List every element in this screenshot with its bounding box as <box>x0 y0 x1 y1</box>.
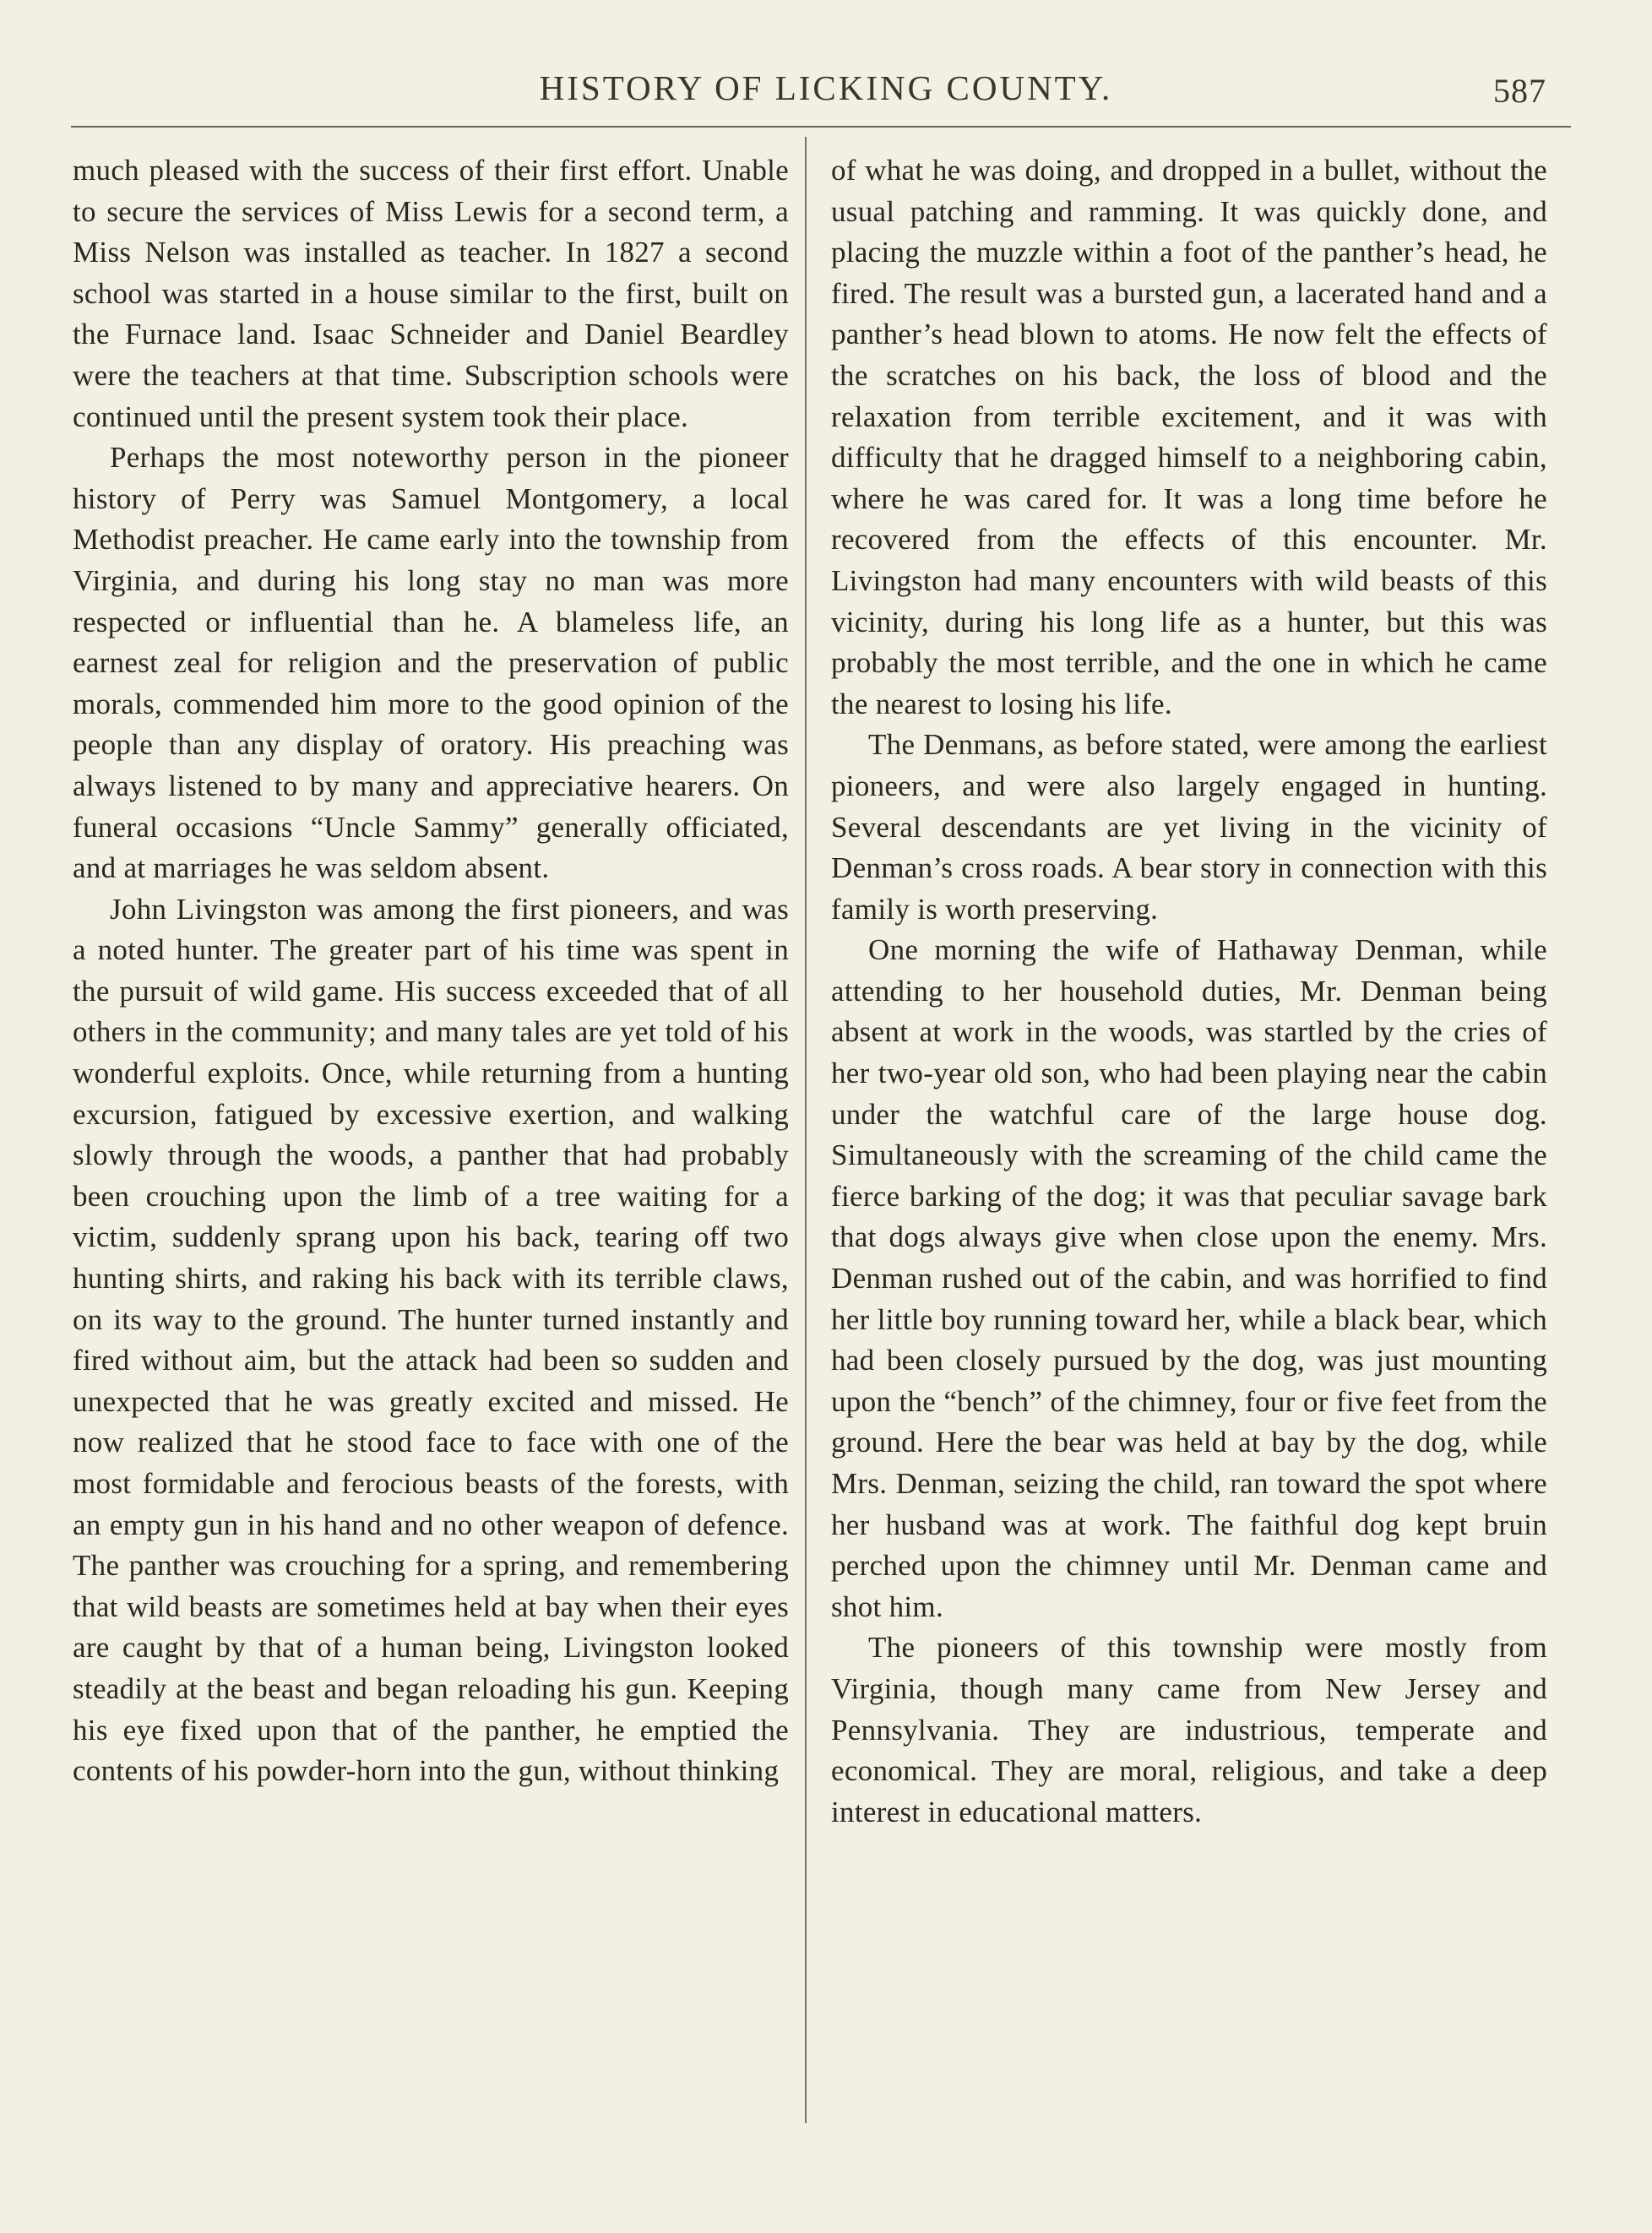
header-rule <box>71 126 1571 128</box>
left-column <box>73 150 789 1792</box>
paragraph: of what he was doing, and dropped in a bullet, without the usual patching and ramming. It was quickly done, and placing the muzzle within a foot of the panther’s head, he fired. The result was a bursted gun, a lacerated hand and a panther’s head blown to atoms. He now felt the effects of the scratches on his back, the loss of blood and the relaxation from terrible excitement, and it was with difficulty that he dragged himself to a neighboring cabin, where he was cared for. It was a long time before he recovered from the effects of this encounter. Mr. Livingston had many encounters with wild beasts of this vicinity, during his long life as a hunter, but this was probably the most terrible, and the one in which he came the nearest to losing his life. <box>831 154 1547 720</box>
paragraph: Perhaps the most noteworthy person in the pioneer history of Perry was Samuel Montgomery, a local Methodist preacher. He came early into the township from Virginia, and during his long stay no man was more respected or influential than he. A blameless life, an earnest zeal for religion and the preservation of public morals, commended him more to the good opinion of the people than any display of oratory. His preaching was always listened to by many and appreciative hearers. On funeral occasions “Uncle Sammy” generally officiated, and at marriages he was seldom absent. <box>73 441 789 885</box>
running-title: HISTORY OF LICKING COUNTY. <box>539 68 1113 107</box>
page-number: 587 <box>1493 72 1546 110</box>
paragraph: The pioneers of this township were mostly from Virginia, though many came from New Jersey and Pennsylvania. They are industrious, temperate and economical. They are moral, religious, and take a deep interest in educational matters. <box>831 1631 1547 1828</box>
paragraph: John Livingston was among the first pioneers, and was a noted hunter. The greater part of his time was spent in the pursuit of wild game. His success exceeded that of all others in the community; and many tales are yet told of his wonderful exploits. Once, while returning from a hunting excursion, fatigued by excessive exertion, and walking slowly through the woods, a panther that had probably been crouching upon the limb of a tree waiting for a victim, suddenly sprang upon his back, tearing off two hunting shirts, and raking his back with its terrible claws, on its way to the ground. The hunter turned instantly and fired without aim, but the attack had been so sudden and unexpected that he was greatly excited and missed. He now realized that he stood face to face with one of the most formidable and ferocious beasts of the forests, with an empty gun in his hand and no other weapon of defence. The panther was crouching for a spring, and remembering that wild beasts are sometimes held at bay when their eyes are caught by that of a human being, Livingston looked steadily at the beast and began reloading his gun. Keeping his eye fixed upon that of the panther, he emptied the contents of his powder-horn into the gun, without thinking <box>73 892 789 1788</box>
paragraph: One morning the wife of Hathaway Denman, while attending to her household duties, Mr. Denman being absent at work in the woods, was startled by the cries of her two-year old son, who had been playing near the cabin under the watchful care of the large house dog. Simultaneously with the screaming of the child came the fierce barking of the dog; it was that peculiar savage bark that dogs always give when close upon the enemy. Mrs. Denman rushed out of the cabin, and was horrified to find her little boy running toward her, while a black bear, which had been closely pursued by the dog, was just mounting upon the “bench” of the chimney, four or five feet from the ground. Here the bear was held at bay by the dog, while Mrs. Denman, seizing the child, ran toward the spot where her husband was at work. The faithful dog kept bruin perched upon the chimney until Mr. Denman came and shot him. <box>831 933 1547 1623</box>
paragraph: much pleased with the success of their first effort. Unable to secure the services of Miss Lewis for a second term, a Miss Nelson was installed as teacher. In 1827 a second school was started in a house similar to the first, built on the Furnace land. Isaac Schneider and Daniel Beardley were the teachers at that time. Subscription schools were continued until the present system took their place. <box>73 154 789 433</box>
column-divider <box>805 137 807 2123</box>
right-column <box>831 150 1547 1833</box>
paragraph: The Denmans, as before stated, were among the earliest pioneers, and were also largely engaged in hunting. Several descendants are yet living in the vicinity of Denman’s cross roads. A bear story in connection with this family is worth preserving. <box>831 728 1547 926</box>
